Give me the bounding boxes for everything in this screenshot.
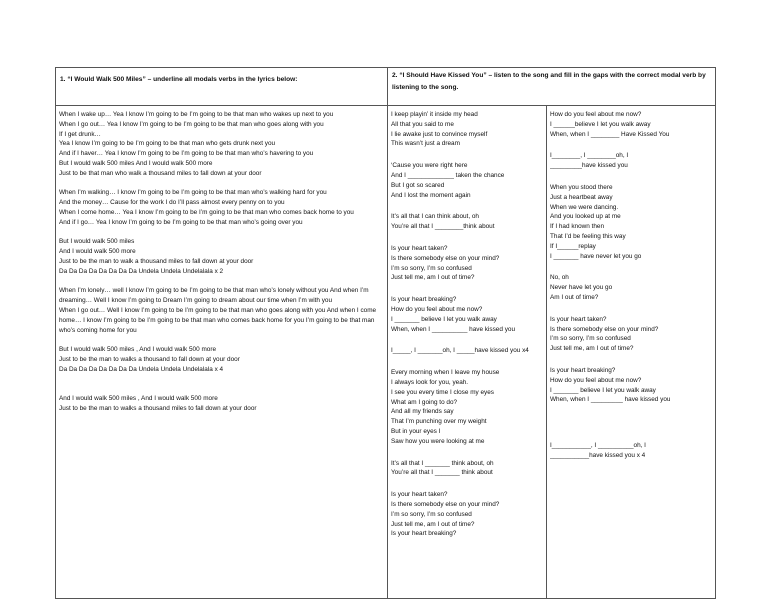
song-line: Just a heartbeat away — [550, 193, 613, 201]
lyric-line: But I would walk 500 miles And I would walk 500 more — [59, 159, 213, 167]
lyric-line: When I come home… Yea I know I’m going to be I’m going to be that man who comes back home to you — [59, 208, 354, 216]
lyric-line: Just to be that man who walk a thousand miles to fall down at your door — [59, 169, 262, 177]
fill-gap-line: I ______believe I let you walk away — [550, 120, 651, 128]
fill-gap-line: It’s all that I _______ think about, oh — [391, 459, 494, 467]
song-line: I’m so sorry, I’m so confused — [391, 264, 472, 272]
song-line: When you stood there — [550, 183, 613, 191]
lyric-line: When I’m walking… I know I’m going to be I’m going to be that man who’s walking hard for you — [59, 189, 327, 197]
song-line: This wasn’t just a dream — [391, 140, 460, 148]
song-line: How do you feel about me now? — [550, 111, 642, 118]
song-line: When we were dancing. — [550, 203, 619, 211]
song-line: If I had known then — [550, 223, 605, 231]
worksheet-table — [55, 67, 716, 599]
song-line: But in your eyes I — [391, 427, 441, 435]
song-line: I always look for you, yeah. — [391, 378, 469, 386]
song-line: I’m so sorry, I’m so confused — [550, 335, 631, 343]
song-line: Is there somebody else on your mind? — [550, 325, 659, 333]
song-line: Just tell me, am I out of time? — [391, 520, 475, 528]
lyric-line: But I would walk 500 miles , And I would walk 500 more — [59, 346, 217, 354]
song-line: Is your heart breaking? — [391, 296, 457, 304]
song-line: Is your heart taken? — [391, 244, 448, 252]
fill-gap-line: And I _____________ taken the chance — [391, 171, 505, 179]
song-line: Is there somebody else on your mind? — [391, 500, 500, 508]
song-line: Is your heart taken? — [391, 491, 448, 499]
lyric-line: Just to be the man to walks a thousand miles to fall down at your door — [59, 404, 257, 412]
song-line: All that you said to me — [391, 120, 454, 128]
song-line: Every morning when I leave my house — [391, 369, 500, 377]
fill-gap-line: If I______replay — [550, 242, 596, 250]
song-line: Is your heart taken? — [550, 315, 607, 323]
lyric-line: And I would walk 500 more — [59, 248, 136, 256]
song-line: I’m so sorry, I’m so confused — [391, 510, 472, 518]
fill-gap-line: I___________, I __________oh, I — [550, 442, 646, 450]
lyric-line: When I go out… Yea I know I’m going to be I’m going to be that man who goes along with you — [59, 120, 324, 128]
fill-gap-line: When, when I __________ have kissed you — [391, 325, 515, 333]
song-line: Am I out of time? — [550, 293, 599, 301]
fill-gap-line: I________, I ________oh, I — [550, 152, 629, 160]
lyric-line: Da Da Da Da Da Da Da Da Undela Undela Undelalala x 2 — [59, 267, 224, 275]
right-header: 2. “I Should Have Kissed You” – listen to the song and fill in the gaps with the correct modal verb by listening to the song. — [388, 68, 716, 106]
song-line: How do you feel about me now? — [391, 305, 483, 313]
fill-gap-line: I _______ believe I let you walk away — [391, 315, 497, 323]
song-line: It’s all that I can think about, oh — [391, 213, 479, 221]
song-line: Is your heart breaking? — [391, 530, 457, 538]
song-line: No, oh — [550, 274, 569, 282]
song-line: And I lost the moment again — [391, 191, 471, 199]
fill-gap-line: I_____, I _______oh, I _____have kissed you x4 — [391, 347, 529, 355]
song-line: And all my friends say — [391, 408, 454, 416]
lyric-line: Da Da Da Da Da Da Da Da Undela Undela Undelalala x 4 — [59, 365, 224, 373]
song-line: That I’m punching over my weight — [391, 418, 487, 426]
fill-gap-line: When, when I _________ have kissed you — [550, 396, 671, 404]
right-col-a-cell — [388, 106, 547, 599]
song-line: Saw how you were looking at me — [391, 437, 485, 445]
song-line: But I got so scared — [391, 181, 445, 189]
fill-gap-line: I _______ believe I let you walk away — [550, 386, 656, 394]
lyric-line: When I wake up… Yea I know I’m going to be I’m going to be that man who wakes up next to you — [59, 111, 334, 118]
lyric-line: When I’m lonely… well I know I’m going to be I’m going to be that man who’s lonely without you And when I’m dreaming… Well I know I’m going to Dream I’m going to dream about our time when I’m with you — [59, 287, 369, 305]
song-line: How do you feel about me now? — [550, 376, 642, 384]
lyric-line: And the money… Cause for the work I do I’ll pass almost every penny on to you — [59, 199, 285, 207]
lyric-line: If I get drunk… — [59, 130, 101, 138]
lyric-line: But I would walk 500 miles — [59, 238, 135, 246]
left-lyrics-cell — [56, 106, 388, 599]
song-line: Never have let you go — [550, 284, 613, 292]
fill-gap-line: You’re all that I ________think about — [391, 223, 495, 231]
lyric-line: And if I go… Yea I know I’m going to be I’m going to be that man who’s going over you — [59, 218, 303, 226]
lyric-line: Just to be the man to walk a thousand miles to fall down at your door — [59, 257, 254, 265]
right-col-b-cell — [547, 106, 716, 599]
song-line: Just tell me, am I out of time? — [550, 345, 634, 353]
fill-gap-line: When, when I ________ Have Kissed You — [550, 130, 670, 138]
lyric-line: When I go out… Well I know I’m going to be I’m going to be that man who goes along with you And when I come home… I know I’m going to be I’m going to be that man who comes back home for you I’m going to be that man who’s coming home for you — [59, 306, 377, 334]
song-line: Just tell me, am I out of time? — [391, 274, 475, 282]
fill-gap-line: ___________have kissed you x 4 — [550, 451, 646, 459]
song-line: Is there somebody else on your mind? — [391, 254, 500, 262]
song-line: Is your heart breaking? — [550, 366, 616, 374]
song-line: And you looked up at me — [550, 213, 621, 221]
song-line: ‘Cause you were right here — [391, 162, 468, 170]
fill-gap-line: I _______ have never let you go — [550, 252, 642, 260]
fill-gap-line: You’re all that I _______ think about — [391, 469, 493, 477]
song-line: I keep playin’ it inside my head — [391, 111, 478, 118]
song-line: I see you every time I close my eyes — [391, 388, 494, 396]
song-line: I lie awake just to convince myself — [391, 130, 488, 138]
lyric-line: And if I haver… Yea I know I’m going to be I’m going to be that man who’s havering to you — [59, 150, 314, 158]
left-header: 1. “I Would Walk 500 Miles” – underline all modals verbs in the lyrics below: — [56, 68, 388, 106]
lyric-line: And I would walk 500 miles , And I would walk 500 more — [59, 395, 218, 403]
lyric-line: Just to be the man to walks a thousand to fall down at your door — [59, 355, 240, 363]
lyric-line: Yea I know I’m going to be I’m going to be that man who gets drunk next you — [59, 140, 276, 148]
song-line: That I’d be feeling this way — [550, 232, 626, 240]
song-line: What am I going to do? — [391, 398, 458, 406]
fill-gap-line: _________have kissed you — [550, 162, 628, 170]
